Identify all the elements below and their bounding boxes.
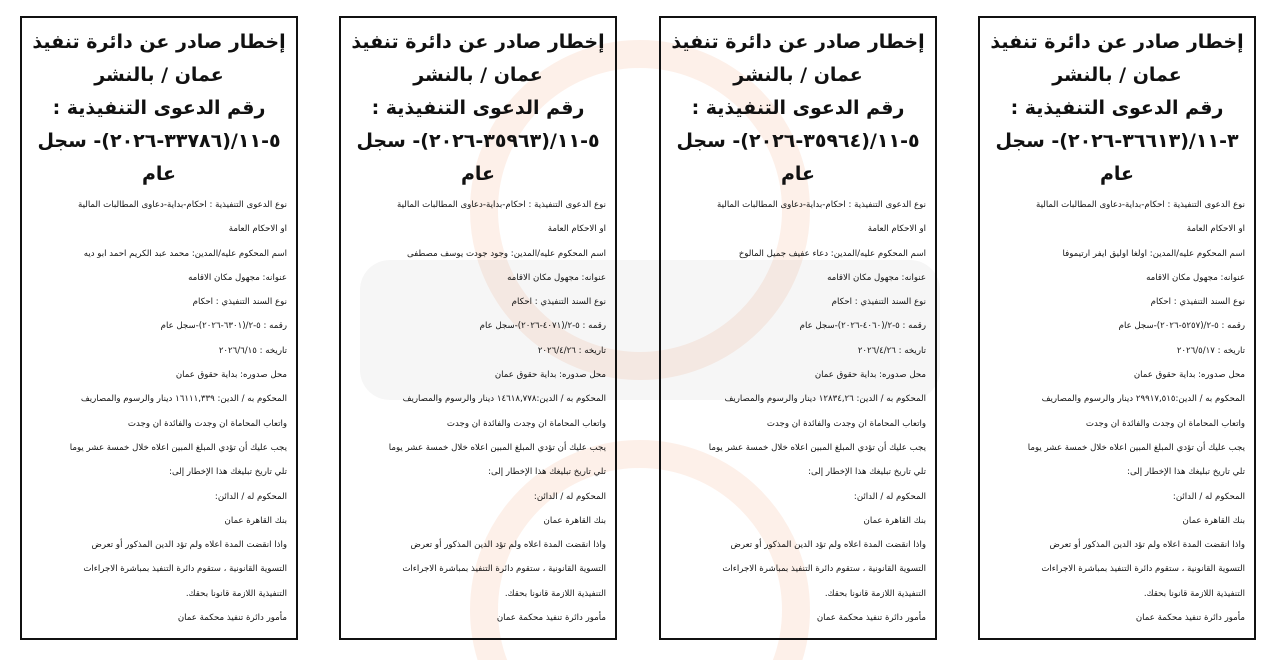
notice-panel-2 [659,16,937,640]
debtor-name: اسم المحكوم عليه/المدين: اولغا اوليق ايفر ارتيموفا [1062,248,1245,259]
payment-instruction-cont: تلي تاريخ تبليغك هذا الإخطار إلى: [488,467,606,478]
warning-text: واذا انقضت المدة اعلاه ولم تؤد الدين المذكور أو تعرض [1049,540,1245,551]
case-number-suffix: عام [141,163,177,185]
case-number-suffix: عام [780,163,816,185]
notice-header [31,26,287,191]
creditor-label: المحكوم له / الدائن: [1172,491,1245,502]
case-type-cont: او الاحكام العامة [1186,224,1245,235]
payment-instruction: يجب عليك أن تؤدي المبلغ المبين اعلاه خلال خمسة عشر يوما [708,442,926,453]
issuing-court: محل صدوره: بداية حقوق عمان [814,370,926,381]
notice-header [350,26,606,191]
judgment-amount: المحكوم به / الدين:٢٩٩١٧,٥١٥ دينار والرسوم والمصاريف [1041,394,1245,405]
debtor-name: اسم المحكوم عليه/المدين: دعاء عفيف جميل المالوخ [738,248,926,259]
notice-body [989,193,1245,630]
debtor-address: عنوانه: مجهول مكان الاقامه [827,272,926,283]
warning-text-end: التنفيذية اللازمة قانونا بحقك. [185,588,287,599]
creditor-name: بنك القاهرة عمان [1182,515,1245,526]
issuing-court: محل صدوره: بداية حقوق عمان [494,370,606,381]
warning-text: واذا انقضت المدة اعلاه ولم تؤد الدين المذكور أو تعرض [410,540,606,551]
case-number-suffix: عام [1099,163,1135,185]
debtor-name: اسم المحكوم عليه/المدين: وجود جودت يوسف مصطفى [406,248,606,259]
notice-title: إخطار صادر عن دائرة تنفيذ [671,31,925,53]
warning-text-end: التنفيذية اللازمة قانونا بحقك. [824,588,926,599]
case-number-label: رقم الدعوى التنفيذية : [52,97,266,119]
notice-panel-3 [339,16,617,640]
instrument-number: رقمه : ٥-٢/(٤٠٧١-٢٠٢٦)-سجل عام [479,321,606,332]
instrument-number: رقمه : ٥-٢/(٥٢٥٧-٢٠٢٦)-سجل عام [1118,321,1245,332]
payment-instruction-cont: تلي تاريخ تبليغك هذا الإخطار إلى: [169,467,287,478]
instrument-type: نوع السند التنفيذي : احكام [511,297,606,308]
judgment-amount-cont: واتعاب المحاماة ان وجدت والفائدة ان وجدت [766,418,926,429]
warning-text-cont: التسوية القانونية ، ستقوم دائرة التنفيذ بمباشرة الاجراءات [402,564,606,575]
payment-instruction: يجب عليك أن تؤدي المبلغ المبين اعلاه خلال خمسة عشر يوما [388,442,606,453]
creditor-name: بنك القاهرة عمان [543,515,606,526]
notice-panel-4 [20,16,298,640]
warning-text: واذا انقضت المدة اعلاه ولم تؤد الدين المذكور أو تعرض [730,540,926,551]
notice-subtitle: عمان / بالنشر [1052,64,1182,86]
case-type-cont: او الاحكام العامة [228,224,287,235]
notice-subtitle: عمان / بالنشر [94,64,224,86]
debtor-address: عنوانه: مجهول مكان الاقامه [188,272,287,283]
notice-header [670,26,926,191]
notice-title: إخطار صادر عن دائرة تنفيذ [351,31,605,53]
signature-line: مأمور دائرة تنفيذ محكمة عمان [496,613,606,624]
case-number-label: رقم الدعوى التنفيذية : [371,97,585,119]
warning-text-cont: التسوية القانونية ، ستقوم دائرة التنفيذ بمباشرة الاجراءات [1041,564,1245,575]
case-type-cont: او الاحكام العامة [547,224,606,235]
warning-text-cont: التسوية القانونية ، ستقوم دائرة التنفيذ بمباشرة الاجراءات [83,564,287,575]
creditor-label: المحكوم له / الدائن: [533,491,606,502]
warning-text: واذا انقضت المدة اعلاه ولم تؤد الدين المذكور أو تعرض [91,540,287,551]
case-type: نوع الدعوى التنفيذية : احكام-بداية-دعاوى المطالبات المالية [717,200,926,210]
issuing-court: محل صدوره: بداية حقوق عمان [175,370,287,381]
instrument-type: نوع السند التنفيذي : احكام [192,297,287,308]
notice-header [989,26,1245,191]
creditor-label: المحكوم له / الدائن: [853,491,926,502]
debtor-name: اسم المحكوم عليه/المدين: محمد عبد الكريم احمد ابو ديه [83,248,287,259]
payment-instruction-cont: تلي تاريخ تبليغك هذا الإخطار إلى: [808,467,926,478]
case-number-suffix: عام [460,163,496,185]
creditor-label: المحكوم له / الدائن: [214,491,287,502]
notice-title: إخطار صادر عن دائرة تنفيذ [990,31,1244,53]
case-number: ٥-١١/(٣٥٩٦٤-٢٠٢٦)- سجل [676,130,920,152]
signature-line: مأمور دائرة تنفيذ محكمة عمان [1135,613,1245,624]
judgment-amount-cont: واتعاب المحاماة ان وجدت والفائدة ان وجدت [446,418,606,429]
creditor-name: بنك القاهرة عمان [224,515,287,526]
notice-body [670,193,926,630]
judgment-amount: المحكوم به / الدين: ١٢٨٣٤,٢٦ دينار والرسوم والمصاريف [724,394,926,405]
case-type-cont: او الاحكام العامة [867,224,926,235]
notice-body [31,193,287,630]
case-type: نوع الدعوى التنفيذية : احكام-بداية-دعاوى المطالبات المالية [397,200,606,210]
judgment-amount: المحكوم به / الدين: ١٦١١١,٣٣٩ دينار والرسوم والمصاريف [80,394,287,405]
instrument-date: تاريخه : ٢٠٢٦/٤/٢٦ [857,345,926,356]
case-number: ٥-١١/(٣٣٧٨٦-٢٠٢٦)- سجل [37,130,281,152]
notice-title: إخطار صادر عن دائرة تنفيذ [32,31,286,53]
judgment-amount-cont: واتعاب المحاماة ان وجدت والفائدة ان وجدت [127,418,287,429]
notice-subtitle: عمان / بالنشر [733,64,863,86]
payment-instruction: يجب عليك أن تؤدي المبلغ المبين اعلاه خلال خمسة عشر يوما [1027,442,1245,453]
creditor-name: بنك القاهرة عمان [863,515,926,526]
instrument-date: تاريخه : ٢٠٢٦/٦/١٥ [218,345,287,356]
signature-line: مأمور دائرة تنفيذ محكمة عمان [177,613,287,624]
judgment-amount-cont: واتعاب المحاماة ان وجدت والفائدة ان وجدت [1085,418,1245,429]
notice-panel-1 [978,16,1256,640]
case-type: نوع الدعوى التنفيذية : احكام-بداية-دعاوى المطالبات المالية [78,200,287,210]
instrument-date: تاريخه : ٢٠٢٦/٤/٢٦ [537,345,606,356]
payment-instruction: يجب عليك أن تؤدي المبلغ المبين اعلاه خلال خمسة عشر يوما [69,442,287,453]
notice-subtitle: عمان / بالنشر [413,64,543,86]
debtor-address: عنوانه: مجهول مكان الاقامه [1146,272,1245,283]
notice-body [350,193,606,630]
case-number-label: رقم الدعوى التنفيذية : [1010,97,1224,119]
signature-line: مأمور دائرة تنفيذ محكمة عمان [816,613,926,624]
warning-text-cont: التسوية القانونية ، ستقوم دائرة التنفيذ بمباشرة الاجراءات [722,564,926,575]
warning-text-end: التنفيذية اللازمة قانونا بحقك. [504,588,606,599]
issuing-court: محل صدوره: بداية حقوق عمان [1133,370,1245,381]
instrument-type: نوع السند التنفيذي : احكام [831,297,926,308]
warning-text-end: التنفيذية اللازمة قانونا بحقك. [1143,588,1245,599]
payment-instruction-cont: تلي تاريخ تبليغك هذا الإخطار إلى: [1127,467,1245,478]
case-number: ٣-١١/(٣٦٦١٣-٢٠٢٦)- سجل [995,130,1239,152]
instrument-number: رقمه : ٥-٢/(٤٠٦٠-٢٠٢٦)-سجل عام [799,321,926,332]
judgment-amount: المحكوم به / الدين:١٤٦١٨,٧٧٨ دينار والرسوم والمصاريف [402,394,606,405]
case-type: نوع الدعوى التنفيذية : احكام-بداية-دعاوى المطالبات المالية [1036,200,1245,210]
instrument-type: نوع السند التنفيذي : احكام [1150,297,1245,308]
case-number-label: رقم الدعوى التنفيذية : [691,97,905,119]
case-number: ٥-١١/(٣٥٩٦٣-٢٠٢٦)- سجل [356,130,600,152]
instrument-number: رقمه : ٥-٢/(٦٣٠١-٢٠٢٦)-سجل عام [160,321,287,332]
instrument-date: تاريخه : ٢٠٢٦/٥/١٧ [1176,345,1245,356]
debtor-address: عنوانه: مجهول مكان الاقامه [507,272,606,283]
